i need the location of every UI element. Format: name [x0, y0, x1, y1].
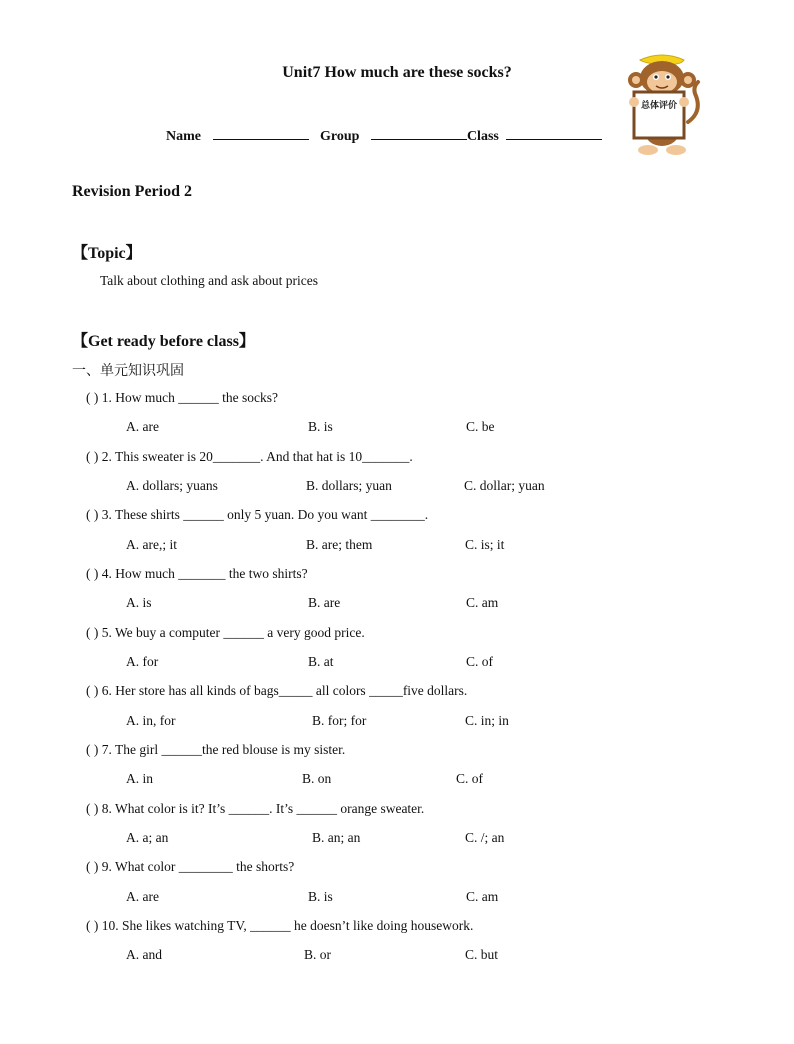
question-stem: ( ) 10. She likes watching TV, ______ he doesn’t like doing housework.: [86, 918, 474, 933]
option-a: A. are: [126, 889, 159, 904]
topic-text: Talk about clothing and ask about prices: [100, 273, 318, 288]
knowledge-review-subheading: 一、单元知识巩固: [72, 363, 184, 379]
question-stem: ( ) 4. How much _______ the two shirts?: [86, 566, 308, 581]
option-b: B. an; an: [312, 830, 361, 845]
option-c: C. is; it: [465, 537, 505, 552]
option-a: A. are: [126, 419, 159, 434]
option-c: C. /; an: [465, 830, 505, 845]
question-stem: ( ) 2. This sweater is 20_______. And that hat is 10_______.: [86, 449, 413, 464]
option-b: B. for; for: [312, 713, 367, 728]
option-a: A. in, for: [126, 713, 176, 728]
class-label: Class: [466, 129, 499, 144]
option-a: A. for: [126, 654, 159, 669]
student-info-line: [166, 125, 602, 145]
option-c: C. but: [465, 947, 499, 962]
group-label: Group: [320, 129, 360, 144]
option-c: C. in; in: [465, 713, 509, 728]
page-title: Unit7 How much are these socks?: [282, 64, 512, 81]
question-stem: ( ) 7. The girl ______the red blouse is my sister.: [86, 742, 346, 757]
option-a: A. are,; it: [126, 537, 177, 552]
option-a: A. and: [126, 947, 162, 962]
option-b: B. is: [308, 419, 333, 434]
option-c: C. of: [456, 771, 483, 786]
topic-heading: 【Topic】: [72, 245, 142, 262]
class-field[interactable]: [506, 125, 602, 140]
option-c: C. be: [466, 419, 495, 434]
option-a: A. a; an: [126, 830, 169, 845]
option-c: C. dollar; yuan: [464, 478, 545, 493]
question-stem: ( ) 5. We buy a computer ______ a very good price.: [86, 625, 365, 640]
question-stem: ( ) 6. Her store has all kinds of bags_____ all colors _____five dollars.: [86, 683, 468, 698]
option-b: B. at: [308, 654, 334, 669]
revision-heading: Revision Period 2: [72, 183, 192, 200]
option-b: B. dollars; yuan: [306, 478, 392, 493]
monkey-holding-sign-icon: [622, 52, 704, 158]
option-a: A. in: [126, 771, 153, 786]
question-stem: ( ) 3. These shirts ______ only 5 yuan. Do you want ________.: [86, 507, 429, 522]
name-label: Name: [166, 129, 201, 144]
option-c: C. of: [466, 654, 493, 669]
option-c: C. am: [466, 889, 499, 904]
badge-text: 总体评价: [640, 101, 678, 111]
option-b: B. are: [308, 595, 341, 610]
option-a: A. dollars; yuans: [126, 478, 218, 493]
question-stem: ( ) 8. What color is it? It’s ______. It’s ______ orange sweater.: [86, 801, 425, 816]
option-b: B. or: [304, 947, 331, 962]
get-ready-heading: 【Get ready before class】: [72, 333, 255, 350]
option-a: A. is: [126, 595, 152, 610]
option-b: B. is: [308, 889, 333, 904]
name-field[interactable]: [213, 125, 309, 140]
question-stem: ( ) 9. What color ________ the shorts?: [86, 859, 295, 874]
question-stem: ( ) 1. How much ______ the socks?: [86, 390, 278, 405]
option-b: B. on: [302, 771, 332, 786]
option-b: B. are; them: [306, 537, 373, 552]
group-field[interactable]: [371, 125, 467, 140]
option-c: C. am: [466, 595, 499, 610]
